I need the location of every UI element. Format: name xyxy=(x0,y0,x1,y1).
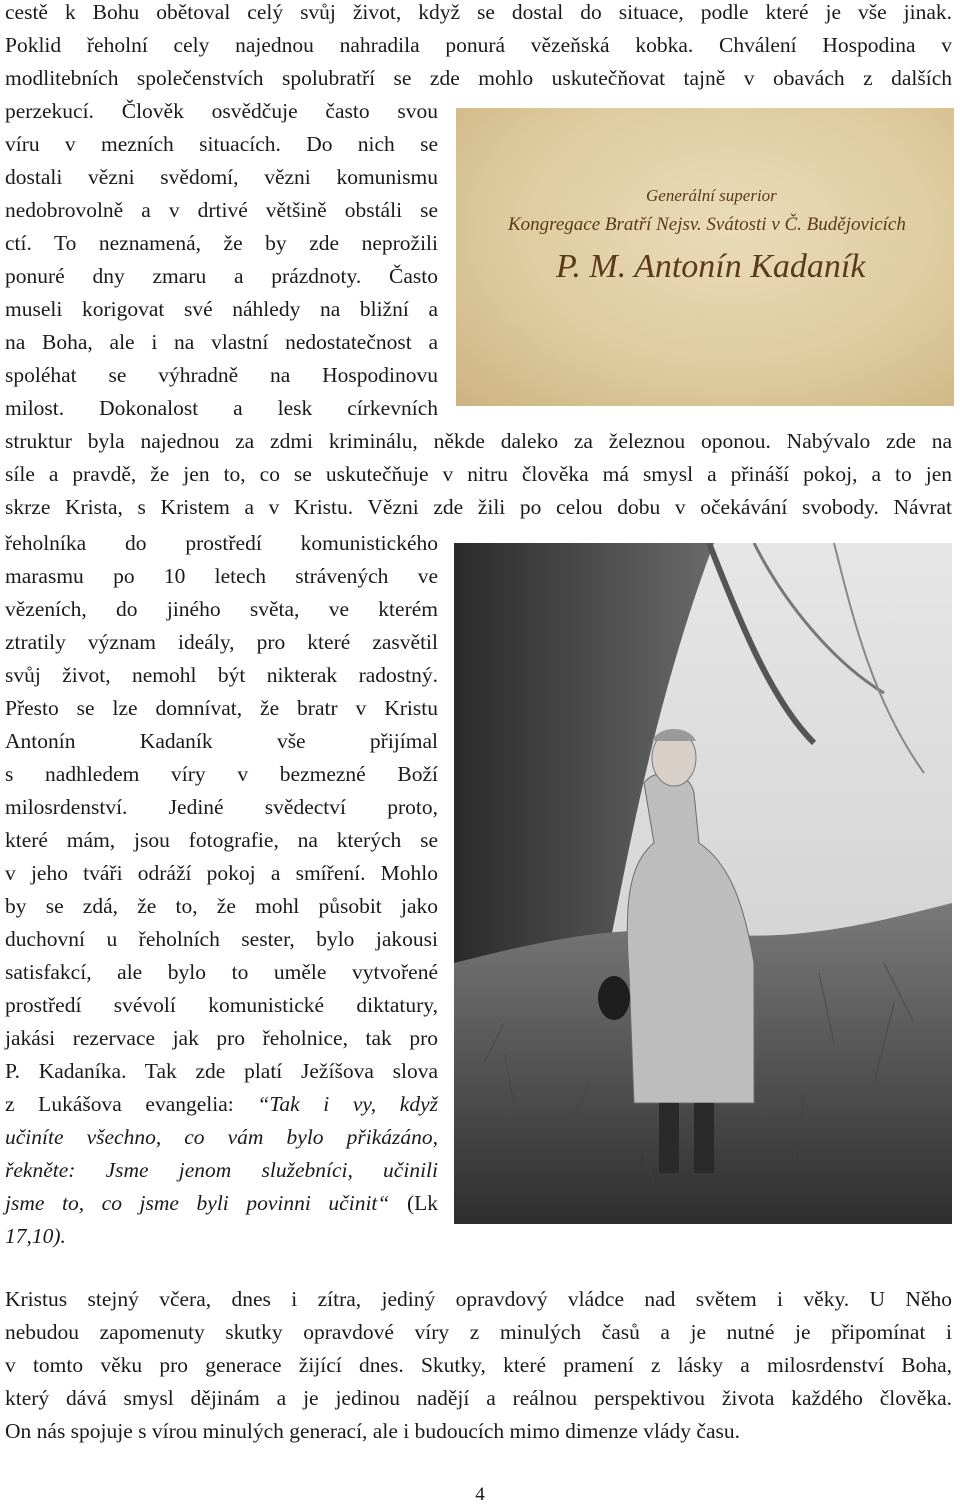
text-line: víru v mezních situacích. Do nich se xyxy=(5,132,438,156)
quote-italic: učiníte všechno, co vám bylo přikázáno, xyxy=(5,1125,438,1149)
card-congregation: Kongregace Bratří Nejsv. Svátosti v Č. Budějovicích xyxy=(508,214,906,235)
quote-line xyxy=(5,1187,438,1220)
text-line: satisfakcí, ale bylo to uměle vytvořené xyxy=(5,960,438,984)
text-line: řeholníka do prostředí komunistického xyxy=(5,531,438,555)
text-line: duchovní u řeholních sester, bylo jakousi xyxy=(5,927,438,951)
quote-line xyxy=(5,1220,438,1253)
text-line: On nás spojuje s vírou minulých generací, ale i budoucích mimo dimenze vlády času. xyxy=(5,1419,740,1443)
text-line: nebudou zapomenuty skutky opravdové víry z minulých časů a je nutné je připomínat i xyxy=(5,1320,952,1344)
text-line: milost. Dokonalost a lesk církevních xyxy=(5,396,438,420)
text-line: síle a pravdě, že jen to, co se uskutečňuje v nitru člověka má smysl a přináší pokoj, a to jen xyxy=(5,462,952,486)
text-line: spoléhat se výhradně na Hospodinovu xyxy=(5,363,438,387)
quote-italic: jsme to, co jsme byli povinni učinit“ xyxy=(5,1191,390,1215)
quote-suffix: (Lk xyxy=(389,1191,438,1215)
quote-reference: 17,10). xyxy=(5,1224,66,1248)
text-line: perzekucí. Člověk osvědčuje často svou xyxy=(5,99,438,123)
text-line: prostředí svévolí komunistické diktatury, xyxy=(5,993,438,1017)
quote-line xyxy=(5,1154,438,1187)
card-title: Generální superior xyxy=(646,186,777,205)
quote-italic: řekněte: Jsme jenom služebníci, učinili xyxy=(5,1158,438,1182)
text-line: Poklid řeholní cely najednou nahradila ponurá vězeňská kobka. Chválení Hospodina v xyxy=(5,33,952,57)
text-line: vězeních, do jiného světa, ve kterém xyxy=(5,597,438,621)
quote-line xyxy=(5,1121,438,1154)
text-line: jakási rezervace jak pro řeholnice, tak pro xyxy=(5,1026,438,1050)
quote-italic: “Tak i vy, když xyxy=(257,1092,438,1116)
text-line: milosrdenství. Jediné svědectví proto, xyxy=(5,795,438,819)
text-line: P. Kadaníka. Tak zde platí Ježíšova slova xyxy=(5,1059,438,1083)
text-line: by se zdá, že to, že mohl působit jako xyxy=(5,894,438,918)
page-number: 4 xyxy=(475,1484,485,1505)
text-line: skrze Krista, s Kristem a v Kristu. Vězni zde žili po celou dobu v očekávání svobody. Návrat xyxy=(5,495,952,519)
text-line: modlitebních společenstvích spolubratří se zde mohlo uskutečňovat tajně v obavách z dalších xyxy=(5,66,952,90)
text-line: v jeho tváři odráží pokoj a smíření. Mohlo xyxy=(5,861,438,885)
quote-prefix: z Lukášova evangelia: xyxy=(5,1092,258,1116)
text-line: museli korigovat své náhledy na bližní a xyxy=(5,297,438,321)
text-line: struktur byla najednou za zdmi kriminálu, někde daleko za železnou oponou. Nabývalo zde na xyxy=(5,429,952,453)
text-line: Antonín Kadaník vše přijímal xyxy=(5,729,438,753)
text-line: cestě k Bohu obětoval celý svůj život, když se dostal do situace, podle které je vše jinak. xyxy=(5,0,952,24)
text-line: ponuré dny zmaru a prázdnoty. Často xyxy=(5,264,438,288)
text-line: ctí. To neznamená, že by zde neprožili xyxy=(5,231,438,255)
text-line: ztratily význam ideály, pro které zasvětil xyxy=(5,630,438,654)
text-line: Kristus stejný včera, dnes i zítra, jediný opravdový vládce nad světem i věky. U Něho xyxy=(5,1287,952,1311)
man-in-forest-photo xyxy=(454,543,952,1224)
text-line: v tomto věku pro generace žijící dnes. Skutky, které pramení z lásky a milosrdenství Boha, xyxy=(5,1353,952,1377)
text-line: s nadhledem víry v bezmezné Boží xyxy=(5,762,438,786)
text-line: na Boha, ale i na vlastní nedostatečnost a xyxy=(5,330,438,354)
photo-illustration xyxy=(454,543,952,1224)
quote-line xyxy=(5,1088,438,1121)
text-line: dostali vězni svědomí, vězni komunismu xyxy=(5,165,438,189)
text-line: který dává smysl dějinám a je jedinou nadějí a reálnou perspektivou života každého člověka. xyxy=(5,1386,952,1410)
text-line: marasmu po 10 letech strávených ve xyxy=(5,564,438,588)
text-line: svůj život, nemohl být nikterak radostný. xyxy=(5,663,438,687)
business-card-photo xyxy=(456,108,954,406)
text-line: Přesto se lze domnívat, že bratr v Kristu xyxy=(5,696,438,720)
text-line: nedobrovolně a v drtivé většině obstáli se xyxy=(5,198,438,222)
text-line: které mám, jsou fotografie, na kterých se xyxy=(5,828,438,852)
card-name: P. M. Antonín Kadaník xyxy=(556,248,866,285)
